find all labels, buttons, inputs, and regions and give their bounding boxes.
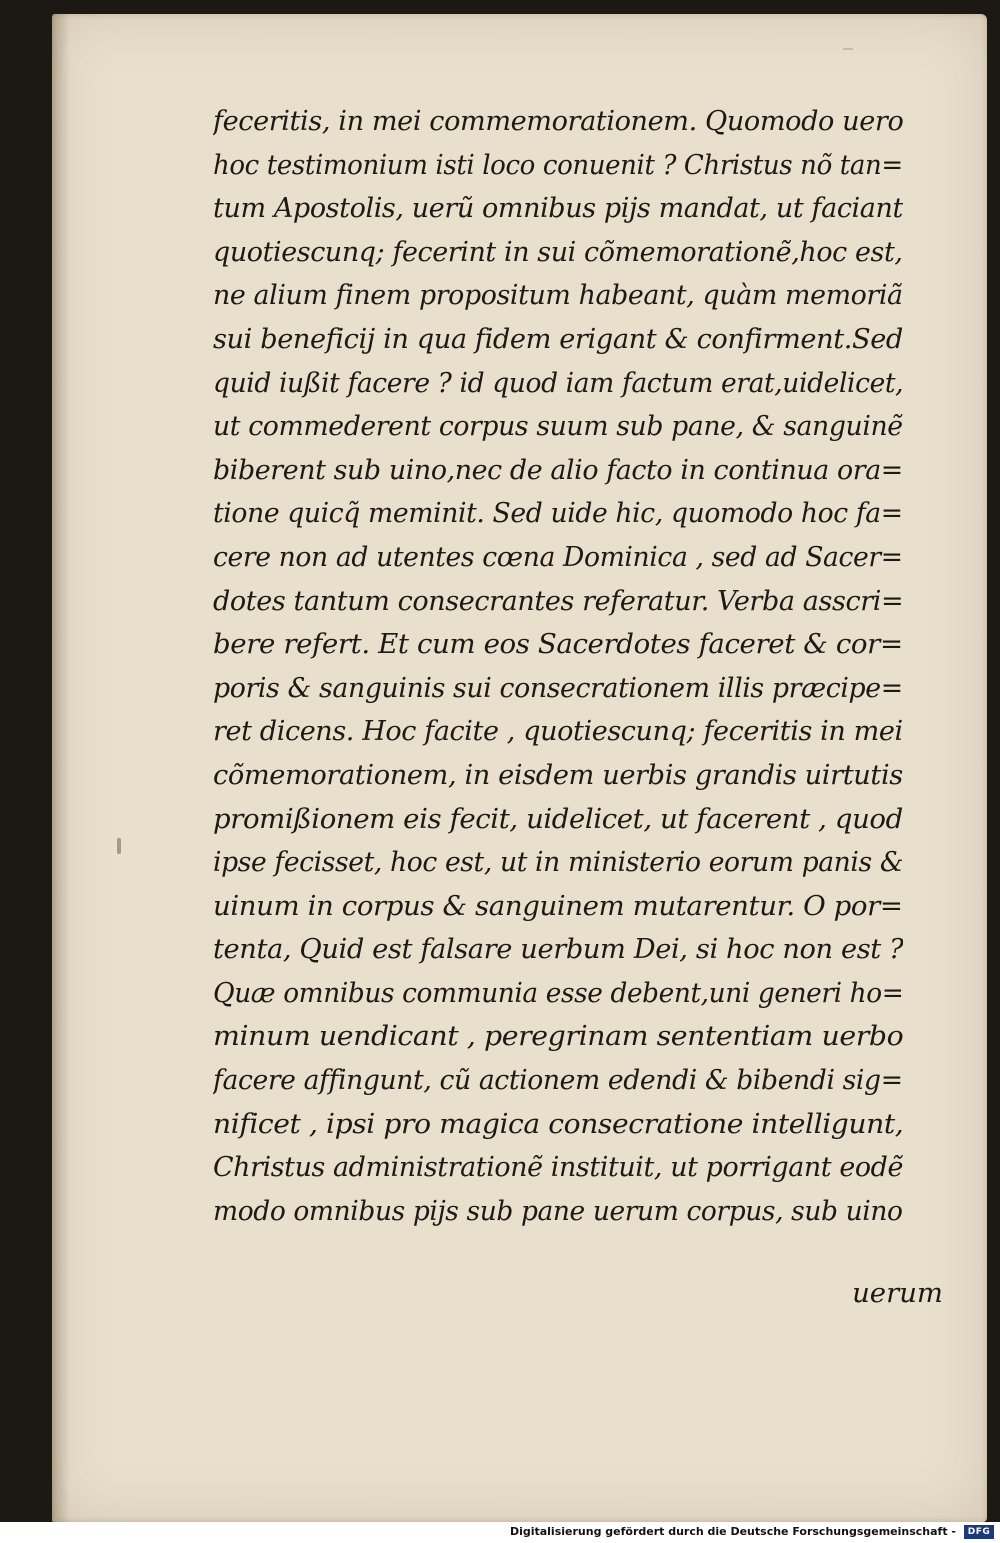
text-line: cere non ad utentes cœna Dominica , sed ad Sacer= xyxy=(213,540,903,573)
text-line: Quæ omnibus communia esse debent,uni generi ho= xyxy=(213,976,903,1009)
dfg-logo: DFG xyxy=(964,1525,994,1539)
text-line: modo omnibus pijs sub pane uerum corpus, sub uino xyxy=(213,1194,903,1227)
text-line: cõmemorationem, in eisdem uerbis grandis uirtutis xyxy=(213,758,903,791)
catchword: uerum xyxy=(852,1277,943,1309)
text-line: ut commederent corpus suum sub pane, & sanguinẽ xyxy=(213,410,903,443)
page-text-block xyxy=(213,100,903,1233)
text-line: Christus administrationẽ instituit, ut porrigant eodẽ xyxy=(213,1151,903,1184)
text-line: tione quicq̃ meminit. Sed uide hic, quomodo hoc fa= xyxy=(213,497,903,530)
text-line: quid iußit facere ? id quod iam factum erat,uidelicet, xyxy=(213,366,903,399)
text-line: tenta, Quid est falsare uerbum Dei, si hoc non est ? xyxy=(213,933,903,966)
text-line: bere refert. Et cum eos Sacerdotes faceret & cor= xyxy=(213,628,903,661)
text-line: feceritis, in mei commemorationem. Quomodo uero xyxy=(213,105,903,137)
text-line: hoc testimonium isti loco conuenit ? Christus nõ tan= xyxy=(213,148,903,181)
text-line: minum uendicant , peregrinam sententiam uerbo xyxy=(213,1020,903,1053)
text-line: ne alium finem propositum habeant, quàm memoriã xyxy=(213,279,903,312)
text-line: promißionem eis fecit, uidelicet, ut facerent , quod xyxy=(213,802,903,835)
text-line: uinum in corpus & sanguinem mutarentur. O por= xyxy=(213,889,903,922)
paper-speck xyxy=(843,48,853,50)
footer-bar xyxy=(0,1522,1000,1543)
text-line: sui beneficij in qua fidem erigant & confirment.Sed xyxy=(213,322,903,355)
text-line: quotiescunq; fecerint in sui cõmemorationẽ,hoc est, xyxy=(213,235,903,268)
page-gutter-shadow xyxy=(52,14,70,1522)
funding-note: Digitalisierung gefördert durch die Deutsche Forschungsgemeinschaft - xyxy=(509,1525,956,1538)
text-line: biberent sub uino,nec de alio facto in continua ora= xyxy=(213,453,903,486)
text-line: ipse fecisset, hoc est, ut in ministerio eorum panis & xyxy=(213,846,903,879)
margin-ink-mark xyxy=(117,838,121,854)
text-line: dotes tantum consecrantes referatur. Verba asscri= xyxy=(213,584,903,617)
text-line: nificet , ipsi pro magica consecratione intelligunt, xyxy=(213,1107,903,1140)
text-line: tum Apostolis, uerũ omnibus pijs mandat, ut faciant xyxy=(213,192,903,225)
text-line: ret dicens. Hoc facite , quotiescunq; feceritis in mei xyxy=(213,715,903,748)
text-line: poris & sanguinis sui consecrationem illis præcipe= xyxy=(213,671,903,704)
text-line: facere affingunt, cũ actionem edendi & bibendi sig= xyxy=(213,1064,903,1097)
